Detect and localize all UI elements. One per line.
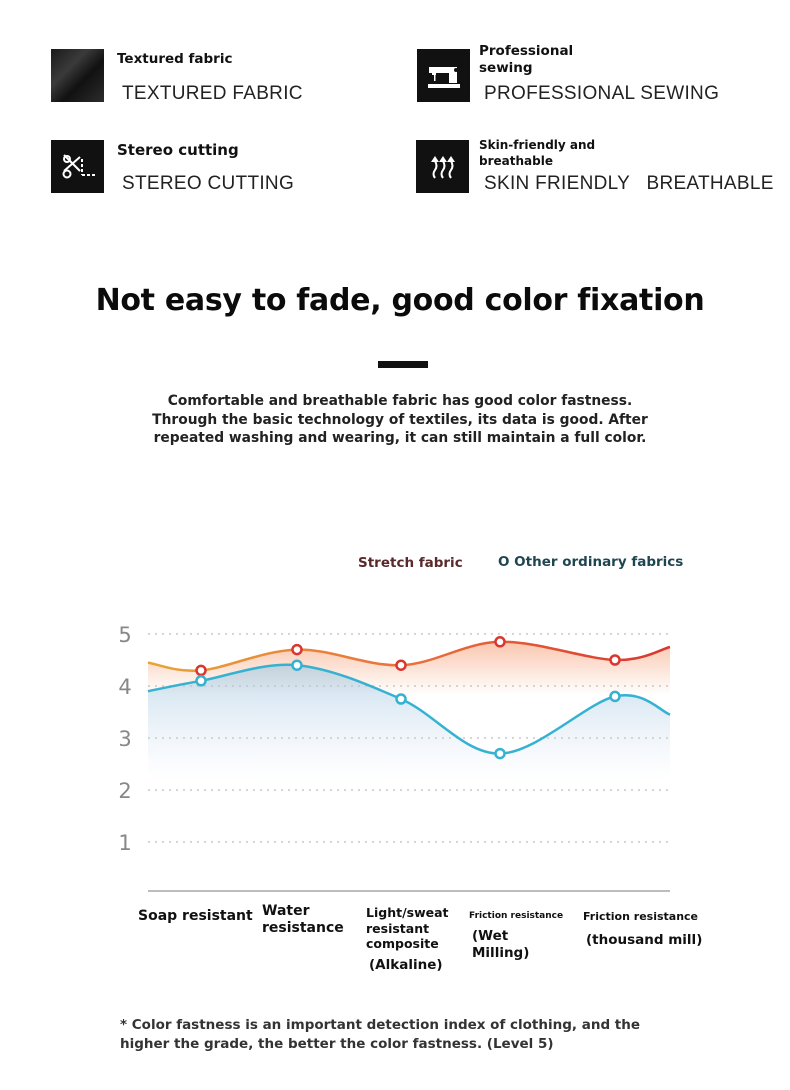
x-tick-label: Friction resistance (Wet Milling)	[469, 911, 564, 961]
data-point	[397, 661, 406, 670]
feature-title: Professional sewing	[479, 43, 574, 76]
data-point	[197, 666, 206, 675]
headline: Not easy to fade, good color fixation	[95, 283, 705, 318]
data-point	[496, 749, 505, 758]
feature-subtitle: SKIN FRIENDLY BREATHABLE	[484, 173, 774, 194]
feature-subtitle: TEXTURED FABRIC	[122, 83, 303, 104]
x-tick-label: Light/sweat resistant composite (Alkaline)	[366, 905, 449, 973]
data-point	[197, 676, 206, 685]
footnote: * Color fastness is an important detection index of clothing, and the higher the grade, the better the color fastness. (Level 5)	[120, 1017, 641, 1052]
data-point	[293, 661, 302, 670]
sewing-machine-icon	[417, 49, 470, 102]
data-point	[397, 695, 406, 704]
y-tick-label: 2	[118, 779, 132, 803]
x-tick-label: Soap resistant	[138, 908, 253, 924]
feature-subtitle: STEREO CUTTING	[122, 173, 295, 194]
legend-ordinary: O Other ordinary fabrics	[498, 554, 684, 570]
feature-subtitle: PROFESSIONAL SEWING	[484, 83, 720, 104]
x-tick-label: Water resistance	[262, 903, 344, 936]
feature-title: Stereo cutting	[117, 141, 239, 159]
x-tick-label: Friction resistance (thousand mill)	[583, 910, 703, 948]
scissors-icon	[51, 140, 104, 193]
data-point	[611, 692, 620, 701]
y-tick-label: 1	[118, 831, 132, 855]
legend-stretch: Stretch fabric	[358, 555, 463, 571]
y-tick-label: 5	[118, 623, 132, 647]
fabric-swatch-icon	[51, 49, 104, 102]
y-tick-label: 3	[118, 727, 132, 751]
feature-title: Skin-friendly and breathable	[479, 138, 596, 168]
feature-title: Textured fabric	[117, 51, 233, 67]
y-tick-label: 4	[118, 675, 132, 699]
color-fastness-chart	[0, 600, 790, 910]
breathable-arrows-icon	[416, 140, 469, 193]
data-point	[496, 637, 505, 646]
data-point	[293, 645, 302, 654]
data-point	[611, 656, 620, 665]
divider	[378, 361, 428, 368]
intro-text: Comfortable and breathable fabric has good color fastness. Through the basic technology of textiles, its data is good. After repeated washing and wearing, it can still maintain a full color.	[152, 393, 648, 446]
